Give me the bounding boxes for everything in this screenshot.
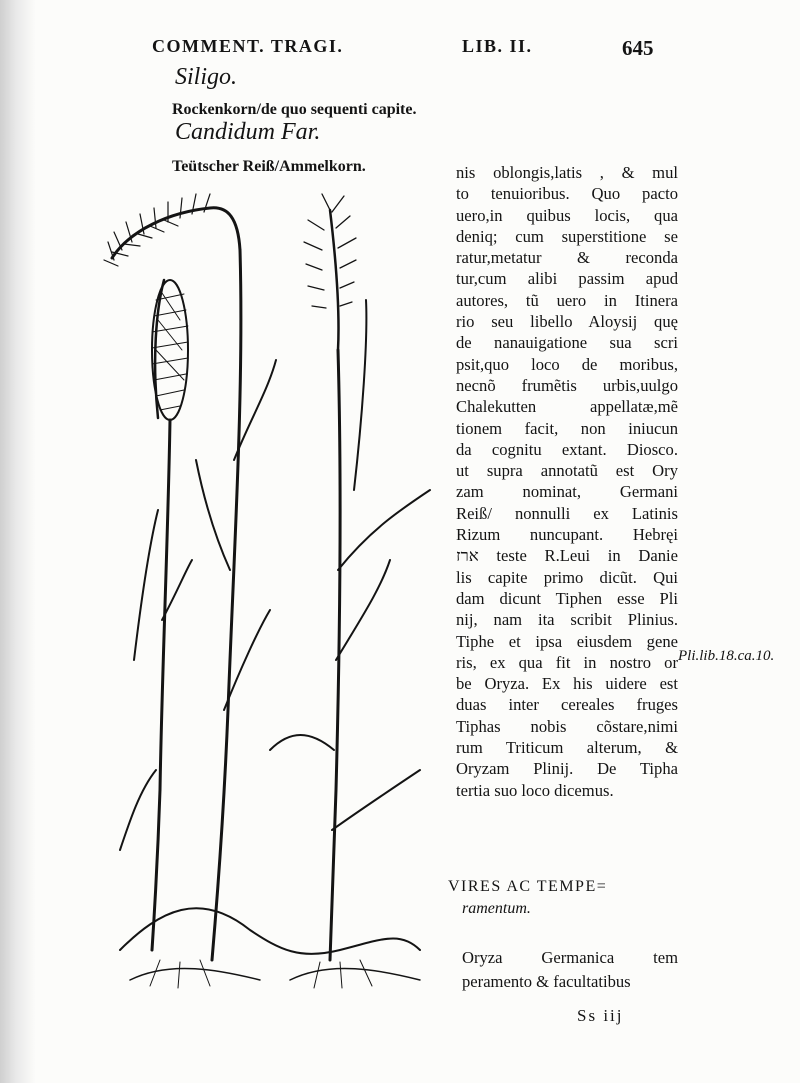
text-line: Rizum nuncupant. Hebręi <box>456 525 678 545</box>
text-line: tertia suo loco dicemus. <box>456 780 614 800</box>
text-line: zam nominat, Germani <box>456 482 678 502</box>
text-line: Reiß/ nonnulli ex Latinis <box>456 503 678 523</box>
text-line: autores, tũ uero in Itinera <box>456 290 678 310</box>
text-line: rio seu libello Aloysij quę <box>456 312 678 332</box>
book-number: LIB. II. <box>462 36 533 56</box>
plant-name-latin-siligo: Siligo. <box>175 64 238 90</box>
running-title: COMMENT. TRAGI. <box>152 36 344 56</box>
text-line: deniq; cum superstitione se <box>456 226 678 246</box>
plant-name-german-rockenkorn: Rockenkorn/de quo sequenti capite. <box>172 101 417 118</box>
text-line: Tiphas nobis cõstare,nimi <box>456 716 678 736</box>
text-line: peramento & facultatibus <box>462 972 631 991</box>
text-line: nis oblongis,latis , & mul <box>456 163 678 182</box>
section-body <box>462 946 678 994</box>
text-line: nij, nam ita scribit Plinius. <box>456 610 678 630</box>
text-column-main <box>456 162 678 801</box>
text-line: rum Triticum alterum, & <box>456 738 678 758</box>
text-line: Chalekutten appellatæ,mẽ <box>456 397 678 417</box>
text-line: ratur,metatur & reconda <box>456 248 678 268</box>
plant-name-latin-candidum-far: Candidum Far. <box>175 119 321 145</box>
page-number: 645 <box>622 36 654 60</box>
text-line: ut supra annotatũ est Ory <box>456 461 678 481</box>
text-line: duas inter cereales fruges <box>456 695 678 715</box>
margin-note-pliny: Pli.lib.18.ca.10. <box>678 648 775 664</box>
text-line: tur,cum alibi passim apud <box>456 269 678 289</box>
text-line: necnõ frumẽtis urbis,uulgo <box>456 375 678 395</box>
signature-mark: Ss iij <box>577 1006 624 1025</box>
text-line: be Oryza. Ex his uidere est <box>456 674 678 694</box>
text-line: lis capite primo dicũt. Qui <box>456 567 678 587</box>
section-heading-continued: ramentum. <box>462 900 531 917</box>
text-line: to tenuioribus. Quo pacto <box>456 184 678 204</box>
text-line: da cognitu extant. Diosco. <box>456 439 678 459</box>
text-line: Oryza Germanica tem <box>462 948 678 967</box>
text-line: uero,in quibus locis, qua <box>456 205 678 225</box>
text-line: dam dicunt Tiphen esse Pli <box>456 588 678 608</box>
text-line: Tiphe et ipsa eiusdem gene <box>456 631 678 651</box>
page-gutter-shadow <box>0 0 36 1083</box>
text-line: ris, ex qua fit in nostro or <box>456 652 678 672</box>
section-heading: VIRES AC TEMPE= <box>448 878 608 895</box>
text-line: de nanauigatione sua scri <box>456 333 678 353</box>
woodcut-grain-plants-icon <box>100 190 445 990</box>
plant-name-german-reiss: Teütscher Reiß/Ammelkorn. <box>172 158 366 175</box>
text-line: ארז teste R.Leui in Danie <box>456 546 678 566</box>
text-line: psit,quo loco de moribus, <box>456 354 678 374</box>
text-line: Oryzam Plinij. De Tipha <box>456 759 678 779</box>
text-line: tionem facit, non iniucun <box>456 418 678 438</box>
running-header <box>152 36 672 62</box>
